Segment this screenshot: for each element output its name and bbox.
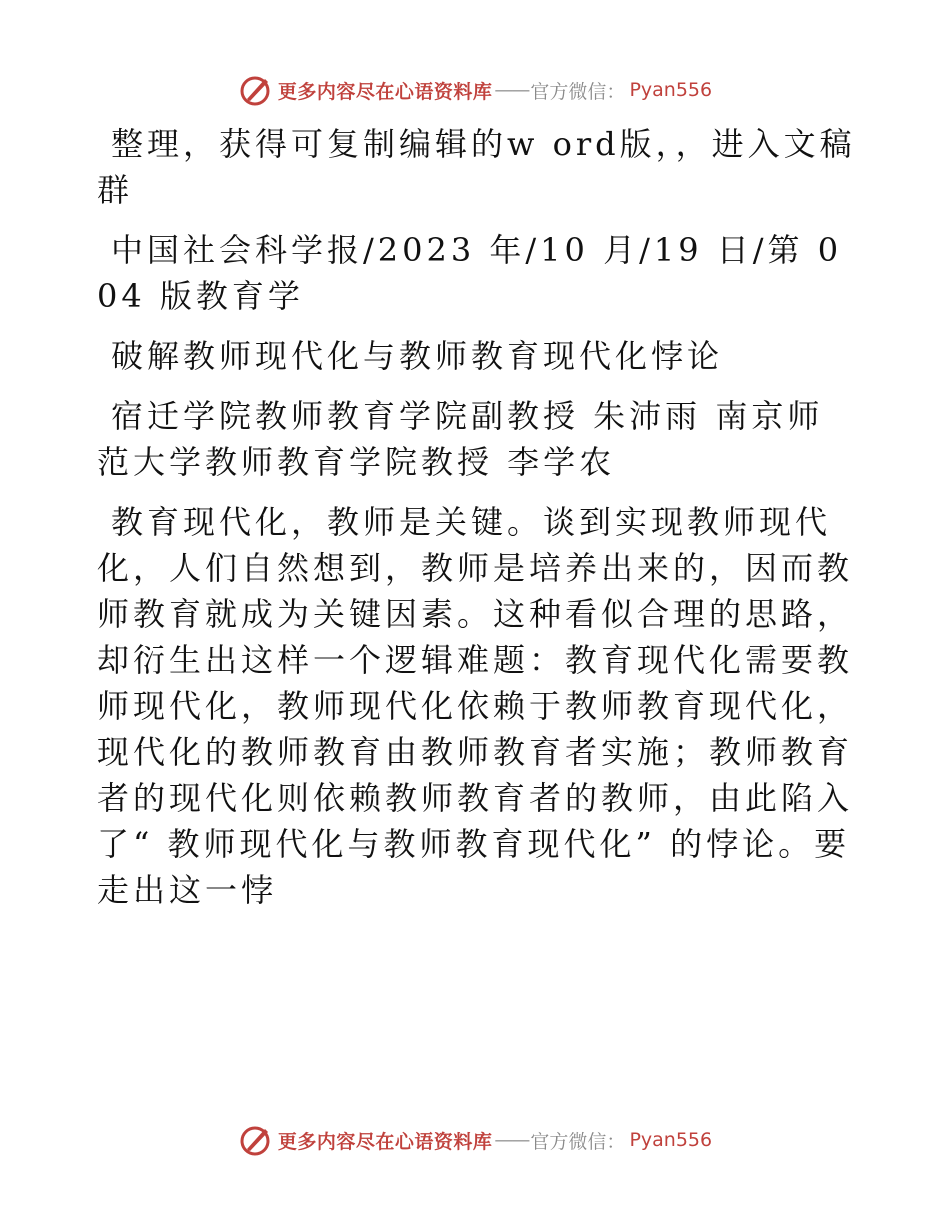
banner-brand-text: 更多内容尽在心语资料库 <box>277 80 493 103</box>
intro-note: 整理，获得可复制编辑的w ord版，，进入文稿群 <box>97 125 856 209</box>
document-body <box>97 121 857 927</box>
quill-logo-icon <box>238 1122 274 1158</box>
banner-dash: —— <box>494 1129 529 1151</box>
banner-official-text: 官方微信： <box>530 80 626 103</box>
article-authors: 宿迁学院教师教育学院副教授 朱沛雨 南京师范大学教师教育学院教授 李学农 <box>97 397 824 481</box>
banner-handle: Pyan556 <box>629 79 713 101</box>
header-banner <box>0 70 950 110</box>
article-title: 破解教师现代化与教师教育现代化悖论 <box>111 337 724 375</box>
body-paragraph: 教育现代化，教师是关键。谈到实现教师现代化，人们自然想到，教师是培养出来的，因而教师教育就成为关键因素。这种看似合理的思路，却衍生出这样一个逻辑难题：教育现代化需要教师现代化，教师现代化依赖于教师教育现代化，现代化的教师教育由教师教育者实施；教师教育者的现代化则依赖教师教育者的教师，由此陷入了“ 教师现代化与教师教育现代化” 的悖论。要走出这一悖 <box>97 503 854 909</box>
banner-brand-text: 更多内容尽在心语资料库 <box>277 1130 493 1153</box>
banner-official-text: 官方微信： <box>530 1130 626 1153</box>
banner-dash: —— <box>494 79 529 101</box>
source-line: 中国社会科学报/2023 年/10 月/19 日/第 004 版教育学 <box>97 231 843 315</box>
footer-banner <box>0 1120 950 1160</box>
quill-logo-icon <box>238 72 274 108</box>
banner-handle: Pyan556 <box>629 1129 713 1151</box>
